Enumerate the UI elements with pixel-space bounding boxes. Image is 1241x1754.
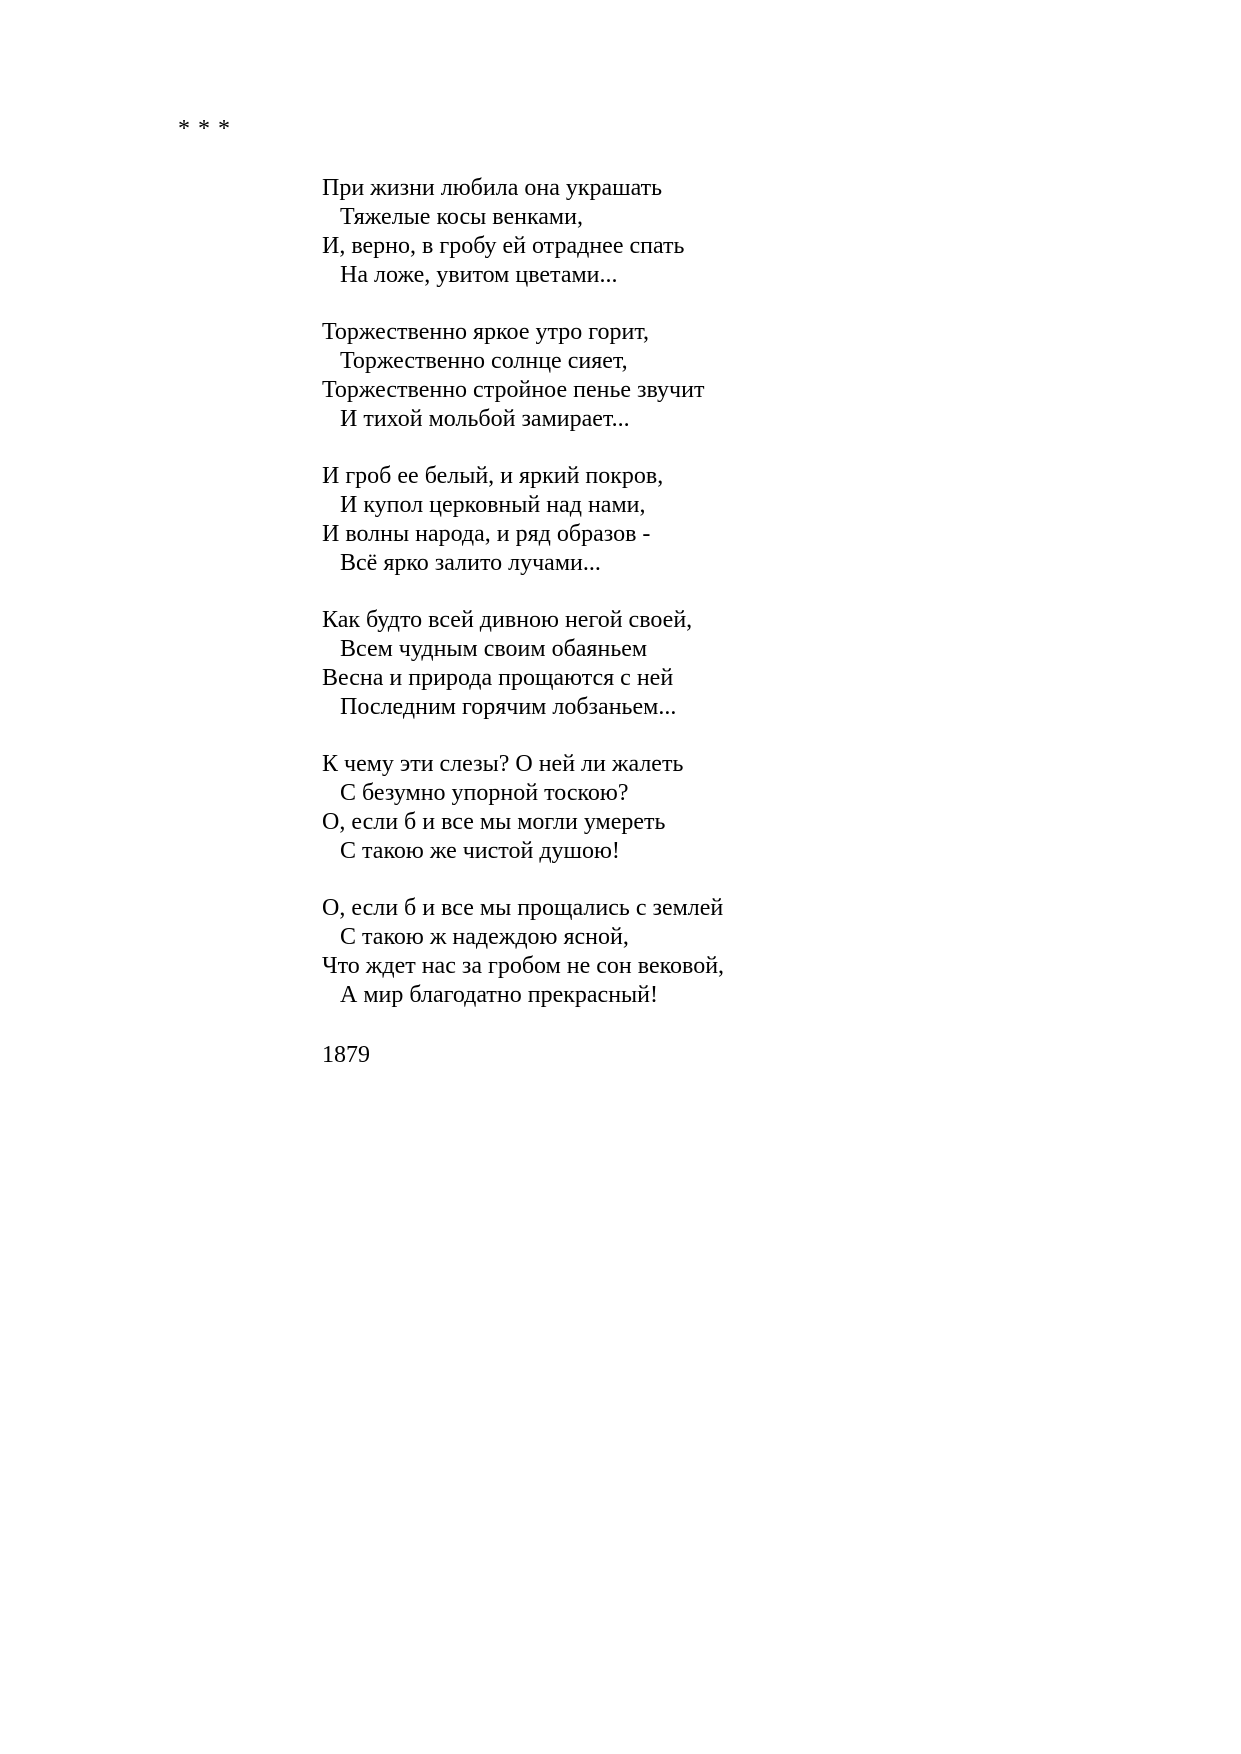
poem-line: О, если б и все мы прощались с землей [322,895,724,921]
stanza-6 [322,894,1202,1010]
stanza-5 [322,750,1202,866]
poem-line: Тяжелые косы венками, [340,204,583,230]
poem-line: И гроб ее белый, и яркий покров, [322,463,664,489]
poem-line: При жизни любила она украшать [322,175,663,201]
poem-line: Торжественно солнце сияет, [340,348,628,374]
asterisks-separator: * * * [178,116,231,142]
stanza-2 [322,318,1202,434]
poem-body [322,174,1202,1038]
poem-line: Что ждет нас за гробом не сон вековой, [322,953,725,979]
poem-line: А мир благодатно прекрасный! [340,982,658,1008]
poem-line: С такою ж надеждою ясной, [340,924,629,950]
stanza-3 [322,462,1202,578]
poem-line: С такою же чистой душою! [340,838,620,864]
poem-line: И тихой мольбой замирает... [340,406,630,432]
poem-line: Всё ярко залито лучами... [340,550,601,576]
poem-line: И купол церковный над нами, [340,492,646,518]
poem-line: Торжественно стройное пенье звучит [322,377,705,403]
poem-line: С безумно упорной тоскою? [340,780,629,806]
stanza-4 [322,606,1202,722]
poem-line: К чему эти слезы? О ней ли жалеть [322,751,684,777]
poem-line: И волны народа, и ряд образов - [322,521,651,547]
poem-line: Весна и природа прощаются с ней [322,665,674,691]
poem-line: Последним горячим лобзаньем... [340,694,677,720]
poem-line: Торжественно яркое утро горит, [322,319,650,345]
stanza-1 [322,174,1202,290]
poem-line: И, верно, в гробу ей отраднее спать [322,233,685,259]
poem-line: Как будто всей дивною негой своей, [322,607,693,633]
poem-line: Всем чудным своим обаяньем [340,636,648,662]
poem-line: На ложе, увитом цветами... [340,262,618,288]
poem-year: 1879 [322,1042,370,1068]
poem-line: О, если б и все мы могли умереть [322,809,666,835]
